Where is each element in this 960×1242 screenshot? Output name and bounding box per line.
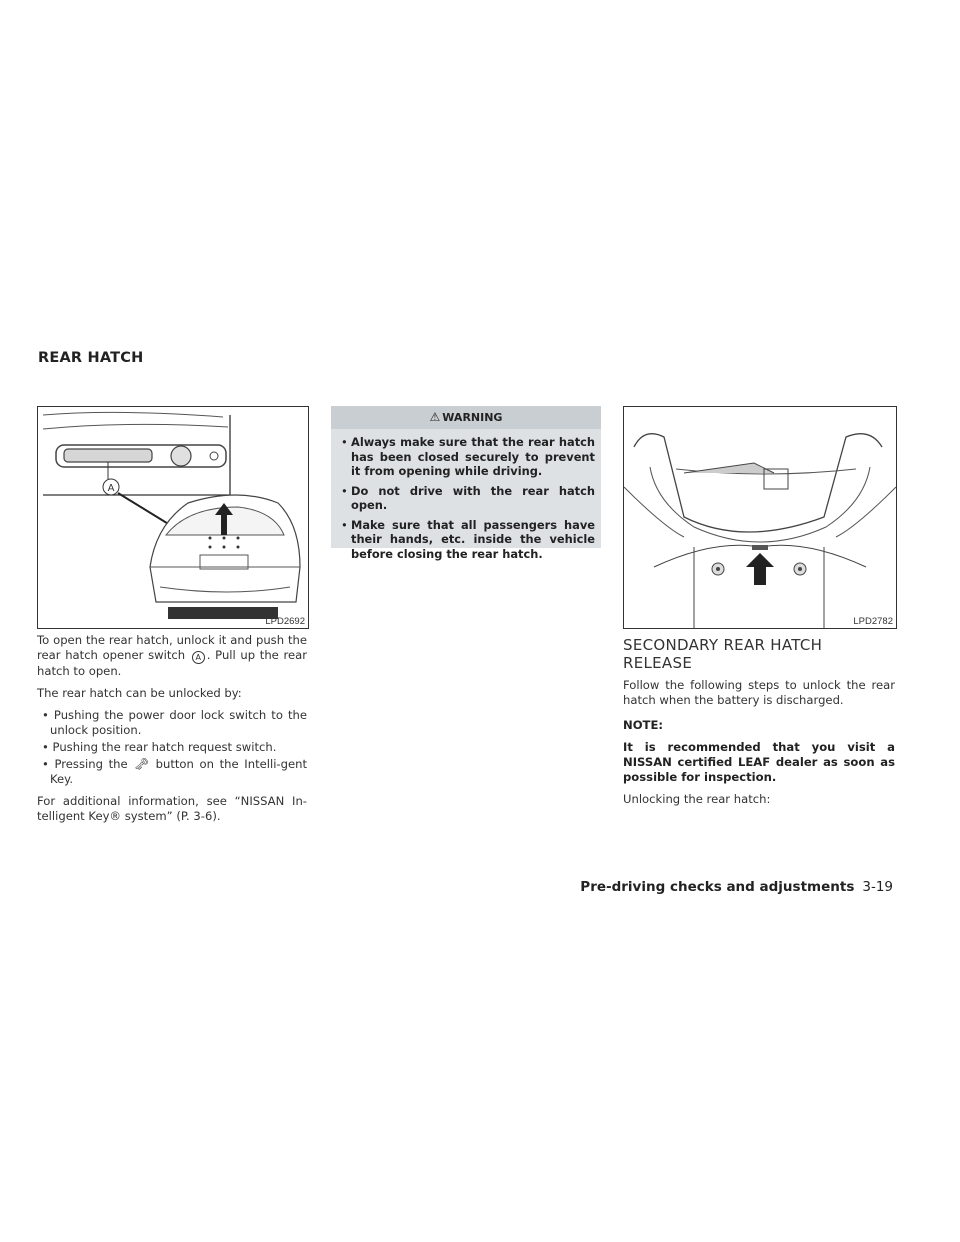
warning-list: [331, 429, 601, 561]
reference-paragraph: For additional information, see “NISSAN In-telligent Key® system” (P. 3-6).: [37, 794, 307, 823]
warning-triangle-icon: ⚠: [429, 410, 441, 424]
chapter-title: Pre-driving checks and adjustments: [580, 879, 855, 895]
rear-hatch-interior-illustration: [623, 406, 897, 629]
page-footer: [580, 879, 893, 895]
discharged-battery-paragraph: Follow the following steps to unlock the rear hatch when the battery is discharged.: [623, 678, 895, 707]
rear-hatch-key-button-icon: 🗝︎: [134, 757, 150, 771]
figure-label: LPD2692: [265, 616, 305, 627]
warning-box: [331, 406, 601, 561]
section-title: REAR HATCH: [38, 350, 144, 366]
intro-paragraph: To open the rear hatch, unlock it and push the rear hatch opener switch A . Pull up the rear hatch to open.: [37, 633, 308, 678]
unlocking-intro: Unlocking the rear hatch:: [623, 792, 771, 806]
unlock-methods-intro: The rear hatch can be unlocked by:: [37, 686, 242, 700]
list-item: • Do not drive with the rear hatch open.: [341, 484, 595, 513]
list-item: • Always make sure that the rear hatch has been closed securely to prevent it from opening while driving.: [341, 435, 595, 479]
figure-label: LPD2782: [853, 616, 893, 627]
list-item: • Make sure that all passengers have their hands, etc. inside the vehicle before closing the rear hatch.: [341, 518, 595, 562]
push-arrow-icon: [746, 553, 774, 585]
list-item: • Pushing the power door lock switch to the unlock position.: [37, 708, 307, 738]
note-label: NOTE:: [623, 718, 664, 732]
warning-header: ⚠ WARNING: [331, 406, 601, 429]
car-rear-drawing: [38, 407, 308, 628]
hatch-interior-drawing: [624, 407, 896, 628]
note-text: It is recommended that you visit a NISSAN certified LEAF dealer as soon as possible for inspection.: [623, 740, 895, 784]
page-number: 3-19: [862, 879, 893, 895]
callout-a-label: A: [107, 483, 115, 494]
secondary-release-heading: SECONDARY REAR HATCH RELEASE: [623, 636, 823, 672]
right-column-text: [623, 678, 895, 814]
left-column-text: [37, 633, 307, 831]
rear-hatch-opener-illustration: [37, 406, 309, 629]
callout-a-icon: A: [192, 651, 205, 664]
unlock-methods-list: [37, 708, 307, 787]
list-item: • Pressing the 🗝︎ button on the Intelli-gent Key.: [37, 757, 307, 787]
list-item: • Pushing the rear hatch request switch.: [37, 740, 307, 755]
